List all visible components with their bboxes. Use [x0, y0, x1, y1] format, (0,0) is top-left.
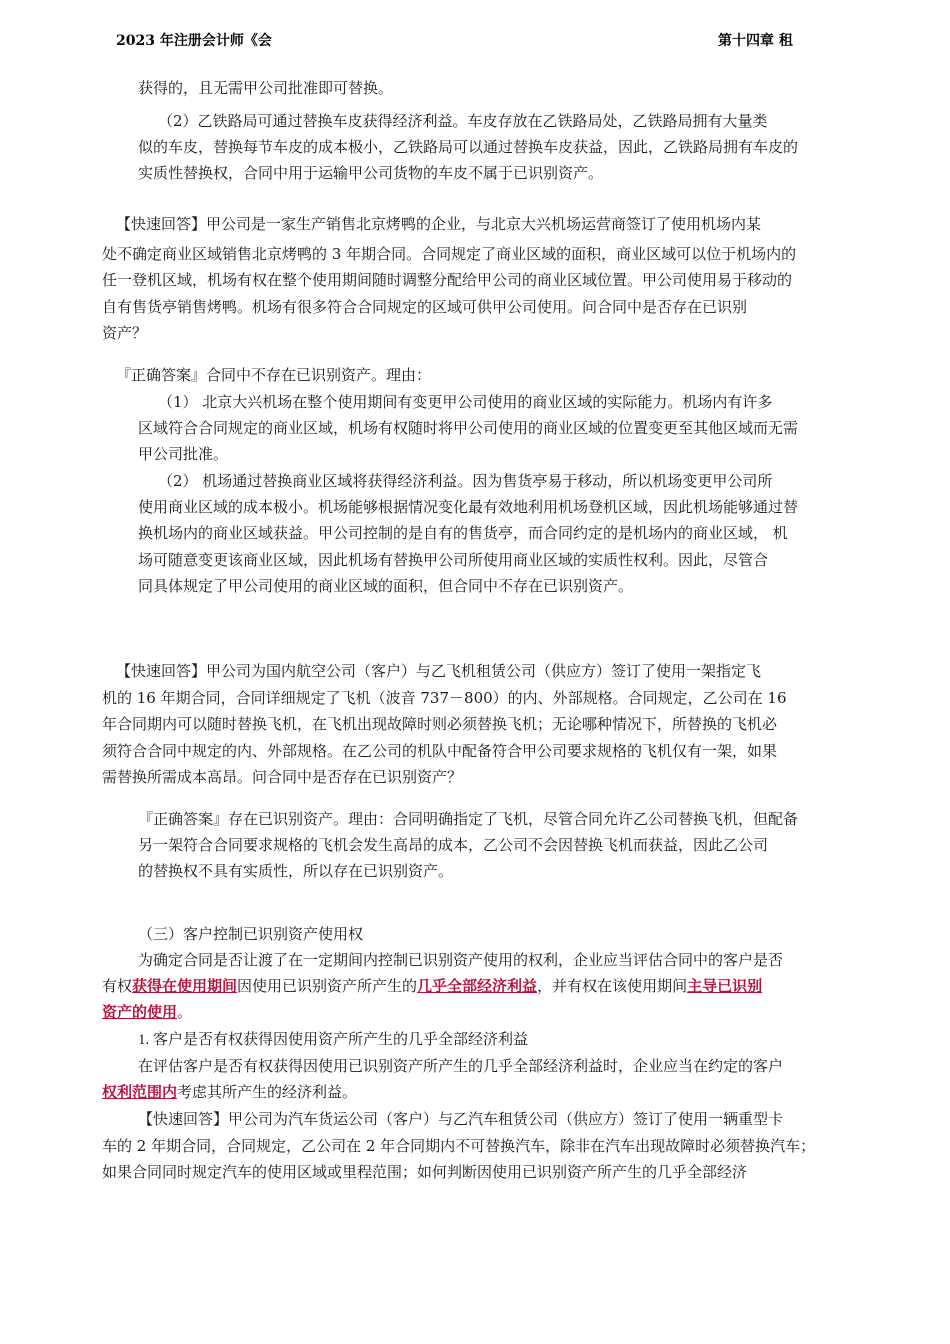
text-run: 有权: [102, 979, 133, 995]
body-line: 【快速回答】甲公司是一家生产销售北京烤鸭的企业，与北京大兴机场运营商签订了使用机场内某: [116, 215, 762, 233]
body-line: 【快速回答】甲公司为国内航空公司（客户）与乙飞机租赁公司（供应方）签订了使用一架指定飞: [116, 662, 762, 680]
body-line: 年合同期内可以随时替换飞机，在飞机出现故障时则必须替换飞机；无论哪种情况下，所替换的飞机必: [102, 715, 778, 733]
body-line: 须符合合同中规定的内、外部规格。在乙公司的机队中配备符合甲公司要求规格的飞机仅有一架，如果: [102, 742, 778, 760]
body-line: 处不确定商业区域销售北京烤鸭的 3 年期合同。合同规定了商业区域的面积，商业区域可以位于机场内的: [102, 245, 797, 263]
text-run: ，并有权在该使用期间: [537, 979, 688, 995]
running-header-left: 2023 年注册会计师《会: [116, 33, 272, 49]
body-line: 『正确答案』存在已识别资产。理由：合同明确指定了飞机，尽管合同允许乙公司替换飞机，但配备: [138, 810, 799, 828]
body-line: 机的 16 年期合同，合同详细规定了飞机（波音 737－800）的内、外部规格。合同规定，乙公司在 16: [102, 689, 787, 707]
text-run: 。: [177, 1005, 193, 1021]
paragraph-line: [102, 1083, 357, 1103]
question-line: 【快速回答】甲公司为汽车货运公司（客户）与乙汽车租赁公司（供应方）签订了使用一辆重型卡: [138, 1110, 784, 1128]
paragraph-line: [102, 1003, 192, 1023]
highlight-term: 几乎全部经济利益: [417, 979, 538, 995]
question-line: 车的 2 年期合同，合同规定，乙公司在 2 年合同期内不可替换汽车，除非在汽车出现故障时必须替换汽车；: [102, 1137, 816, 1155]
question-line: 如果合同同时规定汽车的使用区域或里程范围；如何判断因使用已识别资产所产生的几乎全部经济: [102, 1163, 748, 1181]
body-line: （2） 机场通过替换商业区域将获得经济利益。因为售货亭易于移动，所以机场变更甲公司所: [158, 472, 773, 490]
body-line: 实质性替换权，合同中用于运输甲公司货物的车皮不属于已识别资产。: [138, 164, 604, 182]
highlight-term: 主导已识别: [687, 979, 763, 995]
body-line: 甲公司批准。: [138, 445, 229, 463]
paragraph-line: 在评估客户是否有权获得因使用已识别资产所产生的几乎全部经济利益时，企业应当在约定的客户: [138, 1059, 784, 1075]
body-line: 使用商业区域的成本极小。机场能够根据情况变化最有效地利用机场登机区域，因此机场能够通过替: [138, 498, 799, 516]
text-run: 因使用已识别资产所产生的: [237, 979, 418, 995]
body-line: 资产？: [102, 324, 148, 342]
body-line: 另一架符合合同要求规格的飞机会发生高昂的成本，乙公司不会因替换飞机而获益，因此乙公司: [138, 836, 769, 854]
body-line: 换机场内的商业区域获益。甲公司控制的是自有的售货亭，而合同约定的是机场内的商业区域， 机: [138, 524, 788, 542]
body-line: 获得的，且无需甲公司批准即可替换。: [138, 79, 394, 97]
highlight-term: 资产的使用: [102, 1005, 178, 1021]
body-line: 场可随意变更该商业区域，因此机场有替换甲公司所使用商业区域的实质性权利。因此，尽管合: [138, 551, 769, 569]
body-line: 同具体规定了甲公司使用的商业区域的面积，但合同中不存在已识别资产。: [138, 577, 634, 595]
body-line: 区域符合合同规定的商业区域，机场有权随时将甲公司使用的商业区域的位置变更至其他区域而无需: [138, 419, 799, 437]
paragraph-line: [102, 977, 762, 997]
body-line: （1） 北京大兴机场在整个使用期间有变更甲公司使用的商业区域的实际能力。机场内有许多: [158, 393, 773, 411]
body-line: 自有售货亭销售烤鸭。机场有很多符合合同规定的区域可供甲公司使用。问合同中是否存在已识别: [102, 298, 748, 316]
text-run: 考虑其所产生的经济利益。: [177, 1085, 358, 1101]
section-heading: （三）客户控制已识别资产使用权: [138, 927, 364, 943]
body-line: 似的车皮，替换每节车皮的成本极小，乙铁路局可以通过替换车皮获益，因此，乙铁路局拥有车皮的: [138, 138, 799, 156]
highlight-term: 获得在使用期间: [132, 979, 238, 995]
body-line: 『正确答案』合同中不存在已识别资产。理由：: [116, 366, 432, 384]
numbered-item: 1. 客户是否有权获得因使用资产所产生的几乎全部经济利益: [138, 1032, 529, 1048]
body-line: 的替换权不具有实质性，所以存在已识别资产。: [138, 862, 454, 880]
running-header-right: 第十四章 租: [718, 33, 793, 49]
body-line: （2）乙铁路局可通过替换车皮获得经济利益。车皮存放在乙铁路局处，乙铁路局拥有大量类: [158, 112, 768, 130]
body-line: 需替换所需成本高昂。问合同中是否存在已识别资产？: [102, 768, 463, 786]
body-line: 任一登机区域，机场有权在整个使用期间随时调整分配给甲公司的商业区域位置。甲公司使用易于移动的: [102, 271, 793, 289]
paragraph-line: 为确定合同是否让渡了在一定期间内控制已识别资产使用的权利，企业应当评估合同中的客户是否: [138, 953, 784, 969]
highlight-term: 权利范围内: [102, 1085, 178, 1101]
